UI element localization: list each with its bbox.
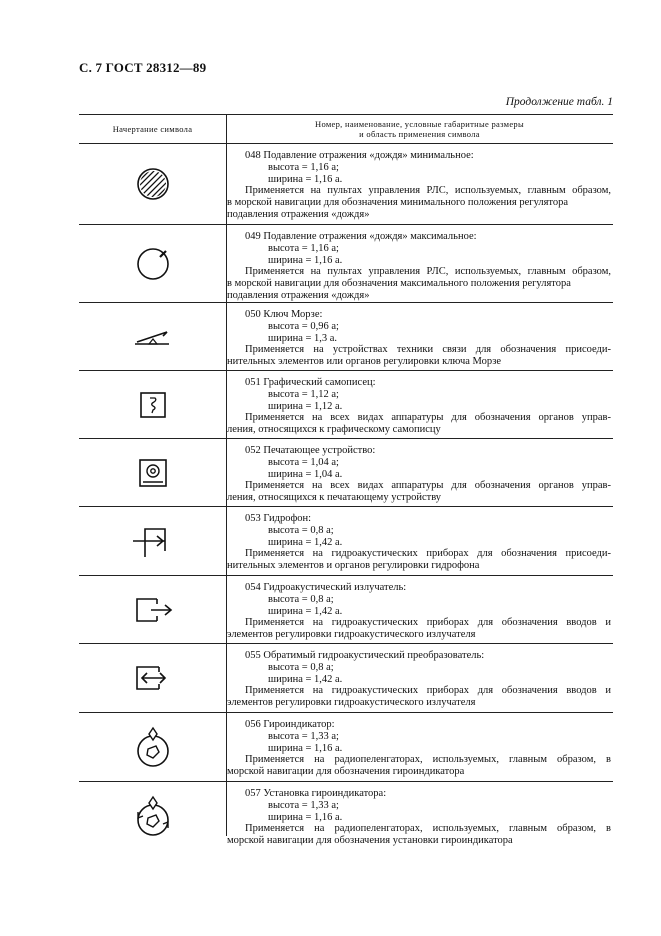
symbol-cell xyxy=(79,576,226,643)
reversible-transducer-icon xyxy=(131,660,175,696)
symbol-name: 054 Гидроакустический излучатель: xyxy=(245,582,407,593)
table-row xyxy=(79,782,613,850)
rain-suppression-min-icon xyxy=(136,167,170,201)
symbol-height: высота = 1,16 а; xyxy=(268,161,339,173)
symbols-table xyxy=(79,114,613,850)
symbol-height: высота = 1,04 а; xyxy=(268,456,339,468)
symbol-cell xyxy=(79,144,226,224)
symbol-name: 049 Подавление отражения «дождя» максимальное: xyxy=(245,231,477,242)
col-header-description-line1: Номер, наименование, условные габаритные размеры xyxy=(315,119,524,129)
table-row xyxy=(79,713,613,782)
symbol-usage: морской навигации для обозначения установки гироиндикатора xyxy=(227,835,513,847)
page-reference: С. 7 ГОСТ 28312—89 xyxy=(79,60,207,75)
description-cell xyxy=(227,719,611,778)
symbol-name: 051 Графический самописец: xyxy=(245,377,376,388)
symbol-name: 055 Обратимый гидроакустический преобразователь: xyxy=(245,650,485,661)
symbol-usage: подавления отражения «дождя» xyxy=(227,208,370,220)
symbol-height: высота = 0,8 а; xyxy=(268,661,334,673)
description-cell xyxy=(227,788,611,847)
symbol-width: ширина = 1,04 а. xyxy=(268,468,343,480)
symbol-usage: в морской навигации для обозначения минимального положения регулятора xyxy=(227,197,569,209)
symbol-width: ширина = 1,12 а. xyxy=(268,400,343,412)
symbol-usage: Применяется на радиопеленгаторах, используемых, главным образом, в xyxy=(245,754,611,766)
col-header-description-line2: и область применения символа xyxy=(359,129,480,139)
symbol-usage: Применяется на гидроакустических приборах для обозначения присоеди- xyxy=(245,548,611,560)
rain-suppression-max-icon xyxy=(136,247,170,281)
symbol-cell xyxy=(79,507,226,575)
symbol-usage: элементов регулировки гидроакустического излучателя xyxy=(227,629,476,641)
symbol-usage: Применяется на радиопеленгаторах, используемых, главным образом, в xyxy=(245,823,611,835)
description-cell xyxy=(227,513,611,572)
symbol-usage: морской навигации для обозначения гироиндикатора xyxy=(227,766,465,778)
symbol-usage: в морской навигации для обозначения максимального положения регулятора xyxy=(227,278,571,290)
table-row xyxy=(79,644,613,713)
symbol-height: высота = 0,8 а; xyxy=(268,593,334,605)
symbol-name: 057 Установка гироиндикатора: xyxy=(245,788,387,799)
symbol-name: 050 Ключ Морзе: xyxy=(245,309,323,320)
table-header xyxy=(79,114,613,144)
symbol-usage: нительных элементов или органов регулировки ключа Морзе xyxy=(227,356,502,368)
chart-recorder-icon xyxy=(140,392,166,418)
gyro-indicator-setting-icon xyxy=(134,794,172,838)
symbol-width: ширина = 1,3 а. xyxy=(268,332,338,344)
symbol-cell xyxy=(79,225,226,302)
symbol-width: ширина = 1,42 а. xyxy=(268,673,343,685)
symbol-width: ширина = 1,16 а. xyxy=(268,742,343,754)
symbol-name: 052 Печатающее устройство: xyxy=(245,445,376,456)
symbol-usage: Применяется на гидроакустических приборах для обозначения вводов и xyxy=(245,617,611,629)
table-row xyxy=(79,144,613,225)
symbol-width: ширина = 1,16 а. xyxy=(268,173,343,185)
symbol-height: высота = 0,96 а; xyxy=(268,320,339,332)
table-row xyxy=(79,439,613,507)
description-cell xyxy=(227,445,611,504)
symbol-name: 053 Гидрофон: xyxy=(245,513,312,524)
table-row xyxy=(79,576,613,644)
symbol-width: ширина = 1,42 а. xyxy=(268,605,343,617)
symbol-height: высота = 1,12 а; xyxy=(268,388,339,400)
symbol-usage: Применяется на пультах управления РЛС, используемых, главным образом, xyxy=(245,185,611,197)
description-cell xyxy=(227,650,611,709)
symbol-usage: Применяется на устройствах техники связи для обозначения присоеди- xyxy=(245,344,611,356)
symbol-usage: ления, относящихся к графическому самописцу xyxy=(227,424,441,436)
table-continuation-label: Продолжение табл. 1 xyxy=(505,96,613,108)
symbol-cell xyxy=(79,439,226,506)
symbol-height: высота = 1,16 а; xyxy=(268,242,339,254)
description-cell xyxy=(227,582,611,641)
symbol-name: 048 Подавление отражения «дождя» минимальное: xyxy=(245,150,474,161)
symbol-height: высота = 0,8 а; xyxy=(268,524,334,536)
symbol-usage: Применяется на гидроакустических приборах для обозначения вводов и xyxy=(245,685,611,697)
table-row xyxy=(79,371,613,439)
description-cell xyxy=(227,150,611,221)
col-header-description xyxy=(226,115,613,143)
col-header-symbol: Начертание символа xyxy=(112,124,193,134)
symbol-height: высота = 1,33 а; xyxy=(268,730,339,742)
description-cell xyxy=(227,377,611,436)
symbol-usage: Применяется на всех видах аппаратуры для обозначения органов управ- xyxy=(245,480,611,492)
description-cell xyxy=(227,231,611,302)
symbol-width: ширина = 1,42 а. xyxy=(268,536,343,548)
symbol-width: ширина = 1,16 а. xyxy=(268,811,343,823)
symbol-usage: ления, относящихся к печатающему устройству xyxy=(227,492,442,504)
symbol-width: ширина = 1,16 а. xyxy=(268,254,343,266)
printer-icon xyxy=(139,459,167,487)
symbol-usage: элементов регулировки гидроакустического излучателя xyxy=(227,697,476,709)
table-row xyxy=(79,303,613,371)
symbol-cell xyxy=(79,303,226,370)
symbol-usage: Применяется на пультах управления РЛС, используемых, главным образом, xyxy=(245,266,611,278)
symbol-cell xyxy=(79,644,226,712)
symbol-height: высота = 1,33 а; xyxy=(268,799,339,811)
gyro-indicator-icon xyxy=(135,725,171,769)
symbol-cell xyxy=(79,371,226,438)
table-row xyxy=(79,225,613,303)
morse-key-icon xyxy=(133,326,173,348)
symbol-usage: подавления отражения «дождя» xyxy=(227,289,370,301)
hydrophone-icon xyxy=(131,523,175,559)
symbol-cell xyxy=(79,713,226,781)
hydroacoustic-emitter-icon xyxy=(131,592,175,628)
symbol-usage: Применяется на всех видах аппаратуры для обозначения органов управ- xyxy=(245,412,611,424)
symbol-cell xyxy=(79,782,226,850)
table-row xyxy=(79,507,613,576)
description-cell xyxy=(227,309,611,368)
symbol-usage: нительных элементов и органов регулировки гидрофона xyxy=(227,560,480,572)
symbol-name: 056 Гироиндикатор: xyxy=(245,719,335,730)
